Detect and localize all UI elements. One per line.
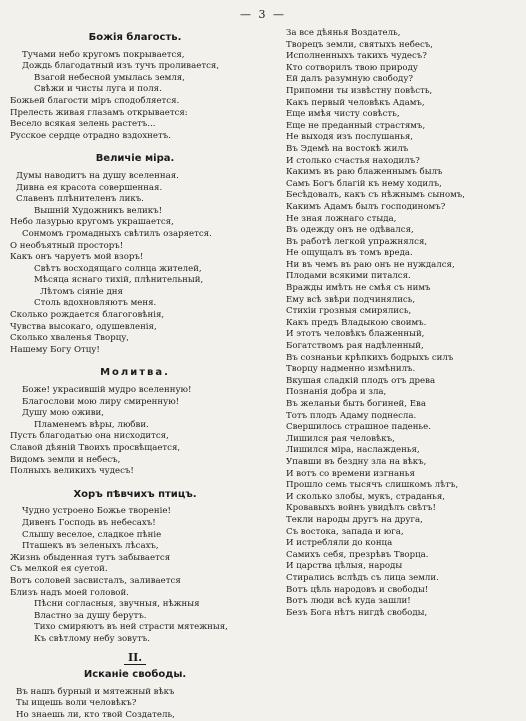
poem-title: Величіе міра. <box>95 153 175 165</box>
verse-line: Познанія добра и зла, <box>286 387 387 398</box>
verse-line: Пламенемъ вѣры, любви. <box>34 419 149 430</box>
verse-line: Исполненныхъ такихъ чудесъ? <box>286 51 427 62</box>
verse-line: Еще имѣя чисту совѣсть, <box>286 109 400 120</box>
verse-line: Тихо смиряютъ въ ней страсти мятежныя, <box>34 622 228 633</box>
verse-line: Безъ Бога нѣтъ нигдѣ свободы, <box>286 607 428 618</box>
verse-line: Упавши въ бездну зла на вѣкъ, <box>286 456 427 467</box>
verse-line: Бесѣдовалъ, какъ съ нѣжнымъ сыномъ, <box>286 190 465 201</box>
verse-line: Въ нашъ бурный и мятежный вѣкъ <box>16 686 175 697</box>
verse-line: Свершилось страшное паденье. <box>286 422 431 433</box>
verse-line: Вотъ соловей засвисталъ, заливается <box>10 575 181 586</box>
verse-line: Дивенъ Господь въ небесахъ! <box>22 517 156 528</box>
verse-line: И царства цѣлыя, народы <box>286 561 403 572</box>
verse-line: Въ Эдемѣ на востокѣ жилъ <box>286 143 409 154</box>
verse-line: Лѣтомъ сіяніе дня <box>40 286 123 297</box>
verse-line: Душу мою оживи, <box>22 408 104 419</box>
verse-line: Въ сознаньи крѣпкихъ бодрыхъ силъ <box>286 352 454 363</box>
verse-line: Творецъ земли, святыхъ небесъ, <box>286 39 433 50</box>
verse-line: Не ощущалъ въ томъ вреда. <box>286 248 413 259</box>
verse-line: Слышу веселое, сладкое пѣніе <box>22 529 162 540</box>
verse-line: О необъятный просторъ! <box>10 240 124 251</box>
verse-line: Плодами всякими питался. <box>286 271 411 282</box>
verse-line: Свѣтъ восходящаго солнца жителей, <box>34 263 202 274</box>
verse-line: Нашему Богу Отцу! <box>10 344 100 355</box>
section-title: Исканіе свободы. <box>83 669 187 681</box>
verse-line: Какимъ Адамъ былъ господиномъ? <box>286 201 446 212</box>
verse-line: Лишился рая человѣкъ, <box>286 433 395 444</box>
verse-line: Ей далъ разумную свободу? <box>286 74 413 85</box>
verse-line: Дождь благодатный изъ тучъ проливается, <box>22 61 220 72</box>
verse-line: Прошло семь тысячъ слишкомъ лѣтъ, <box>286 480 459 491</box>
verse-line: За все дѣянья Воздатель, <box>286 28 401 38</box>
verse-line: Тучами небо кругомъ покрывается, <box>22 49 185 60</box>
verse-line: Пташекъ въ зеленыхъ лѣсахъ, <box>22 541 159 552</box>
verse-line: Сколько хваленья Творцу, <box>10 333 130 344</box>
verse-line: Вышній Художникъ великъ! <box>34 205 163 216</box>
poem-title: Хоръ пѣвчихъ птицъ. <box>73 488 197 500</box>
verse-line: Мѣсяца яснаго тихій, плѣнительный, <box>34 275 204 286</box>
section-numeral: II. <box>127 650 143 664</box>
verse-line: Властно за душу берутъ. <box>34 610 147 621</box>
verse-line: Ни въ чемъ въ раю онъ не нуждался, <box>286 259 455 270</box>
verse-line: Съ востока, запада и юга, <box>286 526 404 537</box>
poem-title: Молитва. <box>100 367 170 379</box>
verse-line: И истребляли до конца <box>286 538 393 549</box>
verse-line: Припомни ты извѣстну повѣсть, <box>286 85 433 96</box>
verse-line: Но знаешь ли, кто твой Создатель, <box>16 709 175 720</box>
verse-line: Стирались вслѣдъ съ лица земли. <box>286 572 439 583</box>
verse-line: Текли народы другъ на друга, <box>286 514 423 525</box>
verse-line: И столько счастья находилъ? <box>286 155 420 166</box>
verse-line: Чувства высокаго, одушевленія, <box>10 321 157 332</box>
verse-line: Божьей благости міръ сподобляется. <box>10 95 180 106</box>
verse-line: Весело всякая зелень растетъ... <box>10 119 156 130</box>
verse-line: Не зная ложнаго стыда, <box>286 213 397 224</box>
verse-line: Кровавыхъ войнъ увидѣлъ свѣтъ! <box>286 503 436 514</box>
verse-line: Думы наводитъ на душу вселенная. <box>16 170 179 181</box>
verse-line: Самъ Богъ благій къ нему ходилъ, <box>286 178 442 189</box>
stanza-gap <box>10 142 260 149</box>
verse-line: Прелесть живая глазамъ открывается: <box>10 107 188 118</box>
verse-line: Вкушая сладкій плодъ отъ древа <box>286 375 436 386</box>
verse-line: Русское сердце отрадно вздохнетъ. <box>10 130 171 141</box>
verse-line: Дивна ея красота совершенная. <box>16 182 163 193</box>
verse-line: Лишился міра, наслажденья, <box>286 445 420 456</box>
verse-line: Славенъ плѣнителенъ ликъ. <box>16 194 144 205</box>
verse-line: Видомъ земли и небесъ, <box>10 454 121 465</box>
verse-line: Къ свѣтлому небу зовутъ. <box>34 633 151 644</box>
section-rule <box>124 664 146 665</box>
verse-line: Вотъ цѣль народовъ и свободы! <box>286 584 429 595</box>
verse-line: Въ одежду онъ не одѣвался, <box>286 225 414 236</box>
verse-line: Съ мелкой ея суетой. <box>10 564 108 575</box>
verse-line: Тотъ плодъ Адаму поднесла. <box>286 410 417 421</box>
verse-line: Творцу надменно измѣнилъ. <box>286 364 416 375</box>
verse-line: Пѣсни согласныя, звучныя, нѣжныя <box>34 599 200 610</box>
verse-line: Самихъ себя, презрѣвъ Творца. <box>286 549 429 560</box>
stanza-gap <box>10 478 260 485</box>
verse-line: Благослови мою лиру смиренную! <box>22 396 180 407</box>
stanza-gap <box>10 356 260 363</box>
verse-line: Столь вдохновляютъ меня. <box>34 298 157 309</box>
verse-line: Чудно устроено Божье твореніе! <box>22 506 171 517</box>
verse-line: Взагой небесной умылась земля, <box>34 72 185 83</box>
verse-line: Ты ищешь воли человѣкъ? <box>16 698 137 709</box>
page-number: — 3 — <box>240 8 286 21</box>
verse-line: И этотъ человѣкъ блаженный, <box>286 329 425 340</box>
verse-line: Какъ предъ Владыкою своимъ. <box>286 317 427 328</box>
left-column <box>10 28 260 721</box>
verse-line: Славой дѣяній Твоихъ просвѣщается, <box>10 443 181 453</box>
verse-line: Въ желаньи быть богиней, Ева <box>286 399 426 409</box>
verse-line: Богатствомъ рая надѣленный, <box>286 341 424 352</box>
verse-line: И сколько злобы, мукъ, страданья, <box>286 491 446 502</box>
verse-line: Еще не преданный страстямъ, <box>286 120 426 131</box>
verse-line: Небо лазурью кругомъ украшается, <box>10 217 174 228</box>
verse-line: Ему всѣ звѣри подчинялись, <box>286 294 416 305</box>
verse-line: И вотъ со времени изгнанья <box>286 468 415 479</box>
verse-line: Вражды имѣть не смѣя съ нимъ <box>286 283 431 294</box>
verse-line: Полныхъ великихъ чудесъ! <box>10 466 134 477</box>
verse-line: Вотъ люди всѣ куда зашли! <box>286 596 411 607</box>
right-column <box>274 28 524 619</box>
verse-line: Какимъ въ раю блаженнымъ былъ <box>286 167 443 178</box>
verse-line: Боже! украсившій мудро вселенную! <box>22 385 192 396</box>
poem-title: Божія благость. <box>88 32 182 43</box>
verse-line: Жизнь обыденная тутъ забывается <box>10 552 171 563</box>
verse-line: Въ работѣ легкой упражнялся, <box>286 236 428 247</box>
verse-line: Сонмомъ громадныхъ свѣтилъ озаряется. <box>22 228 212 239</box>
verse-line: Близъ надъ моей головой. <box>10 587 129 598</box>
verse-line: Не выходя изъ послушанья, <box>286 132 413 143</box>
verse-line: Какъ первый человѣкъ Адамъ, <box>286 97 425 108</box>
verse-line: Какъ онъ чаруетъ мой взоръ! <box>10 252 144 263</box>
verse-line: Свѣжи и чисты луга и поля. <box>34 84 162 95</box>
verse-line: Стихіи грозныя смирялись, <box>286 306 412 317</box>
verse-line: Сколько рождается благоговѣнія, <box>10 310 165 321</box>
verse-line: Кто сотворилъ твою природу <box>286 62 418 73</box>
verse-line: Пусть благодатью она нисходится, <box>10 431 169 442</box>
